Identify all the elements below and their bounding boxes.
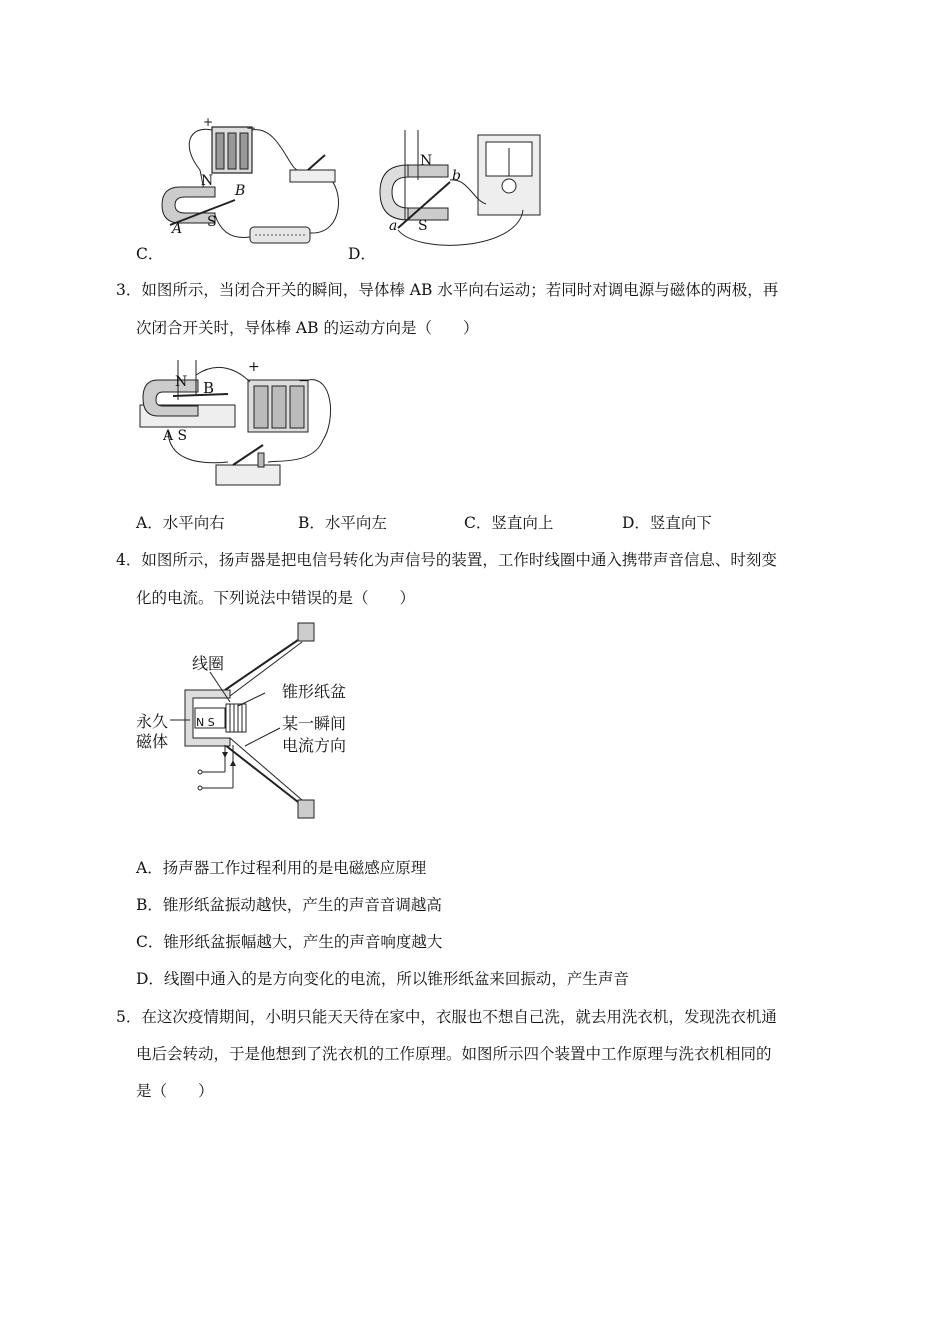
q4-line-2: 化的电流。下列说法中错误的是（ ）: [136, 589, 416, 607]
figure-d-generator-circuit: [378, 120, 548, 250]
fig-d-n: N: [420, 153, 433, 169]
q3-line-1: 3．如图所示，当闭合开关的瞬间，导体棒 AB 水平向右运动；若同时对调电源与磁体的两极，再: [116, 281, 779, 299]
fig-c-b: B: [235, 183, 246, 199]
fig-d-s: S: [418, 218, 428, 234]
q4-fig-current-label-1: 某一瞬间: [282, 714, 347, 733]
option-c-label: C．: [136, 245, 164, 263]
fig-c-a: A: [172, 221, 183, 237]
fig-d-a: a: [389, 218, 398, 234]
q4-fig-cone-label: 锥形纸盆: [282, 682, 347, 701]
q4-fig-current-label-2: 电流方向: [282, 736, 347, 755]
q3-fig-plus: +: [248, 359, 260, 375]
q3-option-b: B．水平向左: [298, 514, 387, 532]
figure-q3-circuit: [138, 350, 338, 490]
q3-fig-b: B: [203, 379, 215, 397]
q3-line-2: 次闭合开关时，导体棒 AB 的运动方向是（ ）: [136, 319, 479, 337]
q4-option-b: B．锥形纸盆振动越快，产生的声音音调越高: [136, 896, 442, 914]
fig-c-minus: −: [246, 121, 257, 135]
q4-fig-coil-label: 线圈: [192, 654, 225, 673]
q4-fig-magnet-label-1: 永久: [136, 712, 169, 731]
fig-c-plus: +: [203, 115, 214, 129]
q4-option-a: A．扬声器工作过程利用的是电磁感应原理: [136, 859, 427, 877]
fig-d-b: b: [452, 168, 461, 184]
q3-fig-minus: −: [298, 373, 310, 389]
q3-option-c: C．竖直向上: [464, 514, 554, 532]
fig-c-s: S: [207, 214, 217, 230]
q3-fig-as: A S: [163, 428, 188, 444]
q3-option-a: A．水平向右: [136, 514, 225, 532]
q5-line-2: 电后会转动，于是他想到了洗衣机的工作原理。如图所示四个装置中工作原理与洗衣机相同的: [136, 1045, 772, 1063]
q4-option-c: C．锥形纸盆振幅越大，产生的声音响度越大: [136, 933, 443, 951]
q4-option-d: D．线圈中通入的是方向变化的电流，所以锥形纸盆来回振动，产生声音: [136, 970, 629, 988]
q3-fig-n: N: [175, 374, 188, 390]
q3-option-d: D．竖直向下: [622, 514, 712, 532]
q4-fig-ns-label: N S: [196, 716, 215, 729]
q5-line-1: 5．在这次疫情期间，小明只能天天待在家中，衣服也不想自己洗，就去用洗衣机，发现洗衣机通: [116, 1008, 777, 1026]
q4-fig-magnet-label-2: 磁体: [136, 732, 169, 751]
figure-c-motor-circuit: [160, 115, 350, 255]
q4-line-1: 4．如图所示，扬声器是把电信号转化为声信号的装置，工作时线圈中通入携带声音信息、时刻变: [116, 551, 777, 569]
q5-line-3: 是（ ）: [136, 1082, 214, 1100]
fig-c-n: N: [201, 173, 214, 189]
option-d-label: D．: [348, 245, 376, 263]
